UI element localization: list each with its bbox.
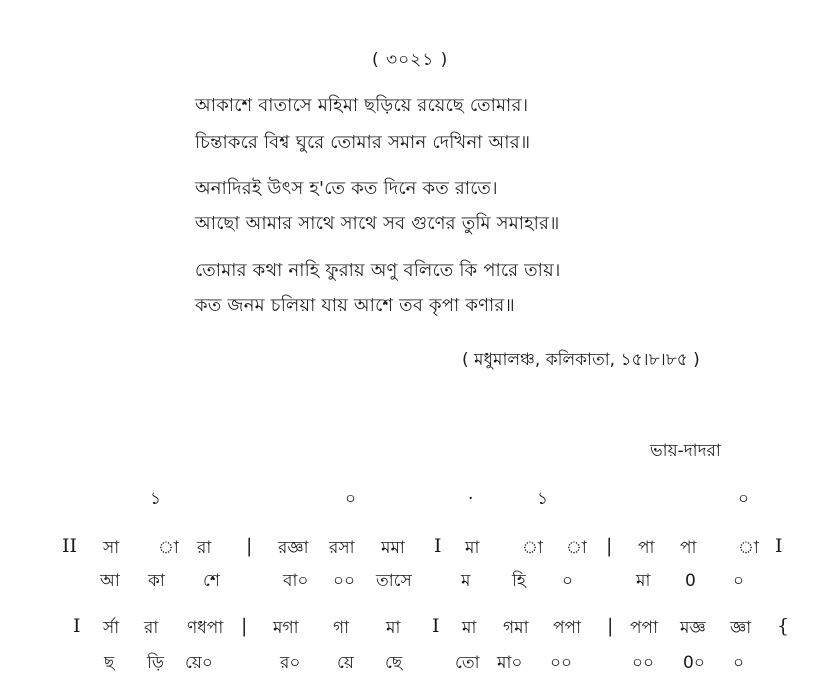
swara: মগা	[273, 618, 299, 638]
lyric-syllable: য়ে	[337, 653, 354, 673]
swara: পা	[680, 538, 697, 558]
swara: রসা	[329, 538, 355, 558]
beat-divider: |	[606, 535, 613, 557]
swara: পপা	[630, 618, 659, 638]
swara: গা	[333, 618, 350, 638]
swara: া	[566, 538, 587, 558]
lyric-syllable: ছ	[104, 653, 115, 673]
swara: র্সা	[103, 618, 120, 638]
lyric-syllable: ড়ি	[147, 653, 165, 673]
lyric-syllable: র০	[280, 653, 301, 673]
lyric-syllable: ০	[733, 571, 745, 591]
swara: ণধপা	[187, 618, 224, 638]
swara: পপা	[553, 618, 582, 638]
swara: মমা	[381, 538, 405, 558]
swara: জ্ঞা	[730, 618, 752, 638]
swara: রা	[197, 538, 212, 558]
beat-mark-4: ১	[537, 489, 549, 509]
beat-mark-5: ০	[738, 489, 750, 509]
beat-divider: |	[246, 535, 253, 557]
beat-mark-2: ০	[345, 489, 357, 509]
lyric-syllable: বা০	[283, 571, 309, 591]
swara: মা	[465, 538, 480, 558]
verse-2-line-2: আছো আমার সাথে সাথে সব গুণের তুমি সমাহার॥	[195, 213, 560, 234]
verse-3-line-2: কত জনম চলিয়া যায় আশে তব কৃপা কণার॥	[195, 295, 515, 316]
swara: মা	[386, 618, 401, 638]
lyric-syllable: আ	[100, 571, 120, 591]
lyric-syllable: শে	[203, 571, 220, 591]
section-bar: I	[432, 615, 440, 637]
lyric-syllable: 0০	[683, 653, 705, 673]
beat-mark-1: ১	[150, 489, 162, 509]
beat-divider: |	[241, 615, 248, 637]
section-bar: I	[775, 535, 783, 557]
lyric-syllable: মা	[636, 571, 651, 591]
swara: রা	[144, 618, 159, 638]
beat-mark-3: ·	[468, 489, 474, 509]
lyric-syllable: 0	[685, 571, 696, 591]
section-bar: {	[777, 615, 790, 637]
lyric-syllable: য়ে০	[185, 653, 213, 673]
swara: া	[522, 538, 543, 558]
lyric-syllable: ছে	[385, 653, 403, 673]
lyric-syllable: ০	[562, 571, 574, 591]
lyric-syllable: হি	[512, 571, 526, 591]
lyric-syllable: মা০	[497, 653, 523, 673]
lyric-syllable: ০০	[550, 653, 573, 673]
lyric-syllable: ম	[461, 571, 471, 591]
swara: মা	[462, 618, 477, 638]
swara: গমা	[503, 618, 529, 638]
swara: পা	[638, 538, 655, 558]
lyric-syllable: কা	[148, 571, 165, 591]
open-double-bar: II	[62, 535, 78, 557]
swara: মজ্ঞ	[680, 618, 706, 638]
verse-1-line-2: চিন্তাকরে বিশ্ব ঘুরে তোমার সমান দেখিনা আর॥	[195, 132, 531, 153]
section-bar: I	[434, 535, 442, 557]
verse-1-line-1: আকাশে বাতাসে মহিমা ছড়িয়ে রয়েছে তোমার।	[195, 95, 529, 116]
swara: সা	[103, 538, 120, 558]
lyric-syllable: ০০	[632, 653, 655, 673]
lyric-syllable: তো	[455, 653, 480, 673]
lyric-syllable: ০	[733, 653, 745, 673]
swara: া	[738, 538, 759, 558]
source-citation: ( মধুমালঞ্চ, কলিকাতা, ১৫।৮।৮৫ )	[462, 350, 700, 370]
lyric-syllable: ০০	[333, 571, 356, 591]
verse-3-line-1: তোমার কথা নাহি ফুরায় অণু বলিতে কি পারে তায়।	[195, 260, 561, 281]
section-bar: I	[73, 615, 81, 637]
lyric-syllable: তাসে	[376, 571, 412, 591]
swara: রজ্ঞা	[278, 538, 309, 558]
beat-divider: |	[607, 615, 614, 637]
raga-taal-label: ভায়-দাদরা	[650, 441, 721, 461]
verse-2-line-1: অনাদিরই উৎস হ'তে কত দিনে কত রাতে।	[195, 178, 498, 199]
song-number: ( ৩০২১ )	[372, 50, 449, 70]
swara: া	[158, 538, 179, 558]
